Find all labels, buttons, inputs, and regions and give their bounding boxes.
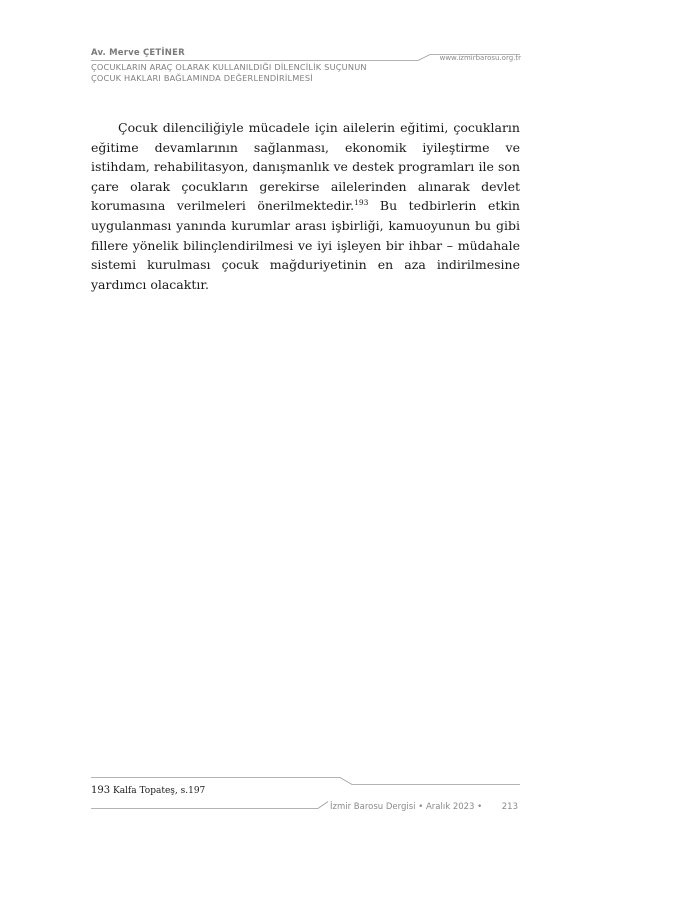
running-header [91, 46, 521, 84]
paragraph-text-part-2: Bu tedbirlerin etkin uygulanması yanında kurumlar arası işbirliği, kamuoyunun bu gibi fillere yönelik bilinçlendirilmesi ve iyi işleyen bir ihbar – müdahale sistemi kurulması çocuk mağduriyetinin en aza indirilmesine yardımcı olacaktır. [91, 198, 520, 292]
journal-info: İzmir Barosu Dergisi • Aralık 2023 • [330, 802, 483, 812]
footnote [91, 785, 205, 796]
footnote-number: 193 [91, 785, 111, 796]
article-title-line-2: ÇOCUK HAKLARI BAĞLAMINDA DEĞERLENDİRİLMESİ [91, 73, 313, 83]
footnote-rule [91, 778, 520, 785]
footer-rule [91, 802, 328, 809]
website-link[interactable]: www.izmirbarosu.org.tr [439, 54, 521, 62]
body-text [91, 118, 520, 294]
article-title-line-1: ÇOCUKLARIN ARAÇ OLARAK KULLANILDIĞI DİLENCİLİK SUÇUNUN [91, 62, 367, 72]
article-title [91, 62, 521, 84]
paragraph-text-part-1: Çocuk dilenciliğiyle mücadele için ailelerin eğitimi, çocukların eğitime devamlarının sağlanması, ekonomik iyileştirme ve istihdam, rehabilitasyon, danışmanlık ve destek programları ile son çare olarak çocukların gerekirse ailelerinden alınarak devlet korumasına verilmeleri önerilmektedir. [91, 120, 520, 214]
author-name: Av. Merve ÇETİNER [91, 48, 185, 58]
footnote-text: Kalfa Topateş, s.197 [112, 786, 206, 796]
paragraph [91, 118, 520, 294]
footnote-reference[interactable]: 193 [354, 198, 369, 208]
page-number: 213 [501, 802, 518, 812]
